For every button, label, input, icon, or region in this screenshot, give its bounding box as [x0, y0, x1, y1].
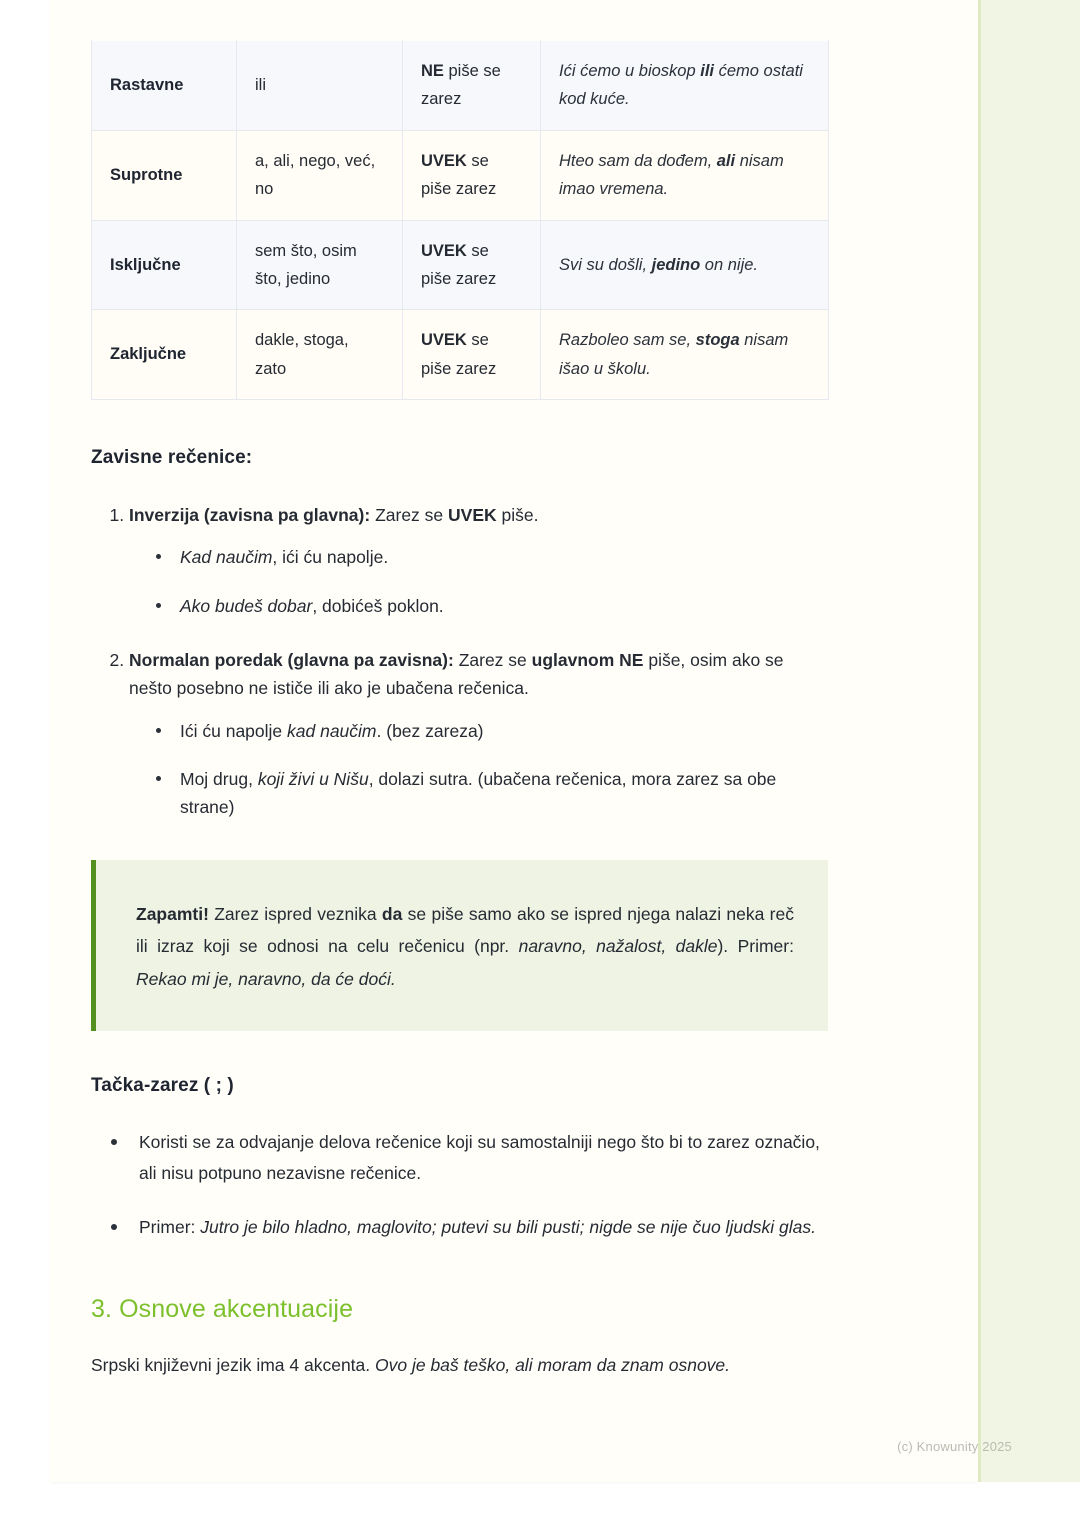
callout-text-a: Zarez ispred veznika [208, 903, 382, 924]
rule-emphasis: UVEK [421, 151, 467, 170]
example-pre: Razboleo sam se, [559, 331, 696, 350]
example-rest: , ići ću napolje. [272, 547, 389, 568]
bullet-italic: Jutro je bilo hladno, maglovito; putevi su bili pusti; nigde se nije čuo ljudski glas. [200, 1216, 817, 1237]
paragraph-italic: Ovo je baš teško, ali moram da znam osnove. [375, 1355, 731, 1376]
example-pre: Ići ćemo u bioskop [559, 62, 701, 80]
cell-conjunctions: dakle, stoga, zato [237, 310, 403, 400]
example-list [129, 717, 828, 822]
document-content [91, 0, 828, 1382]
accentuation-paragraph [91, 1350, 828, 1382]
example-list [129, 543, 828, 620]
list-item [154, 765, 828, 822]
rule-rest: se piše zarez [421, 331, 497, 378]
paragraph-plain: Srpski književni jezik ima 4 akcenta. [91, 1355, 375, 1376]
table-row [92, 41, 829, 131]
item-text-b: piše, osim ako se nešto posebno ne ističe ili ako je ubačena rečenica. [129, 650, 784, 699]
cell-conjunctions: a, ali, nego, već, no [237, 130, 403, 220]
callout-italic-b: Rekao mi je, naravno, da će doći. [136, 968, 396, 989]
list-item [105, 1127, 828, 1190]
item-emphasis: UVEK [448, 505, 497, 525]
example-post: on nije. [700, 255, 759, 274]
cell-conjunctions: sem što, osim što, jedino [237, 220, 403, 310]
example-italic: koji živi u Nišu [257, 769, 369, 790]
semicolon-bullet-list [91, 1127, 828, 1244]
example-emphasis: ali [716, 151, 736, 170]
item-emphasis: uglavnom NE [531, 650, 644, 671]
example-italic: Ako budeš dobar [180, 595, 313, 616]
rule-rest: se piše zarez [421, 241, 497, 288]
cell-example [541, 220, 829, 310]
item-term: Inverzija (zavisna pa glavna): [129, 505, 371, 525]
accentuation-heading: 3. Osnove akcentuacije [91, 1295, 354, 1324]
list-item [129, 501, 828, 620]
cell-category: Suprotne [92, 130, 237, 220]
rule-rest: piše se zarez [421, 62, 501, 109]
example-rest: , dobićeš poklon. [312, 595, 444, 616]
example-rest: . (bez zareza) [376, 720, 484, 741]
example-post: ćemo ostati kod kuće. [559, 62, 803, 109]
dependent-clauses-list [91, 501, 828, 822]
callout-text-c: ). Primer: [717, 936, 794, 957]
item-text-a: Zarez se [370, 505, 449, 525]
cell-category: Zaključne [92, 310, 237, 400]
example-pre: Hteo sam da dođem, [559, 151, 717, 170]
rule-emphasis: UVEK [421, 331, 467, 350]
conjunction-rules-table [91, 40, 829, 400]
example-pre: Svi su došli, [559, 255, 652, 274]
item-text-b: piše. [496, 505, 539, 525]
cell-rule [403, 130, 541, 220]
example-italic: Kad naučim [180, 547, 273, 568]
list-item [154, 717, 828, 745]
bullet-pre: Primer: [139, 1216, 201, 1237]
list-item [129, 646, 828, 822]
remember-callout [91, 860, 828, 1031]
rule-emphasis: UVEK [421, 241, 467, 260]
cell-example [541, 41, 829, 131]
list-item [154, 592, 828, 620]
cell-category: Rastavne [92, 41, 237, 131]
table-row [92, 130, 829, 220]
example-pre: Ići ću napolje [180, 720, 288, 741]
right-green-panel [978, 0, 1080, 1482]
cell-rule [403, 41, 541, 131]
cell-rule [403, 220, 541, 310]
callout-text-b: se piše samo ako se ispred njega nalazi neka reč ili izraz koji se odnosi na celu rečenicu (npr. [136, 903, 794, 957]
example-pre: Moj drug, [180, 769, 258, 790]
rule-emphasis: NE [421, 62, 444, 80]
item-text-a: Zarez se [453, 650, 532, 671]
cell-category: Isključne [92, 220, 237, 310]
item-term: Normalan poredak (glavna pa zavisna): [129, 650, 454, 671]
table-row [92, 220, 829, 310]
list-item [105, 1212, 828, 1244]
example-emphasis: stoga [695, 331, 740, 350]
bullet-text: Koristi se za odvajanje delova rečenice koji su samostalniji nego što bi to zarez označio, ali nisu potpuno nezavisne rečenice. [139, 1131, 820, 1184]
cell-conjunctions: ili [237, 41, 403, 131]
dependent-clauses-heading: Zavisne rečenice: [91, 447, 253, 468]
example-emphasis: jedino [651, 255, 701, 274]
table-row [92, 310, 829, 400]
example-post: nisam imao vremena. [559, 151, 784, 199]
rule-rest: se piše zarez [421, 151, 497, 199]
example-emphasis: ili [700, 62, 714, 80]
callout-bold-word: da [381, 903, 403, 924]
copyright-watermark: (c) Knowunity 2025 [897, 1439, 1012, 1454]
cell-example [541, 310, 829, 400]
cell-example [541, 130, 829, 220]
callout-italic-a: naravno, nažalost, dakle [518, 936, 718, 957]
cell-rule [403, 310, 541, 400]
example-post: nisam išao u školu. [559, 331, 789, 378]
semicolon-heading: Tačka-zarez ( ; ) [91, 1074, 234, 1096]
callout-label: Zapamti! [136, 903, 209, 924]
example-italic: kad naučim [287, 720, 377, 741]
list-item [154, 543, 828, 571]
example-rest: , dolazi sutra. (ubačena rečenica, mora zarez sa obe strane) [180, 769, 777, 818]
